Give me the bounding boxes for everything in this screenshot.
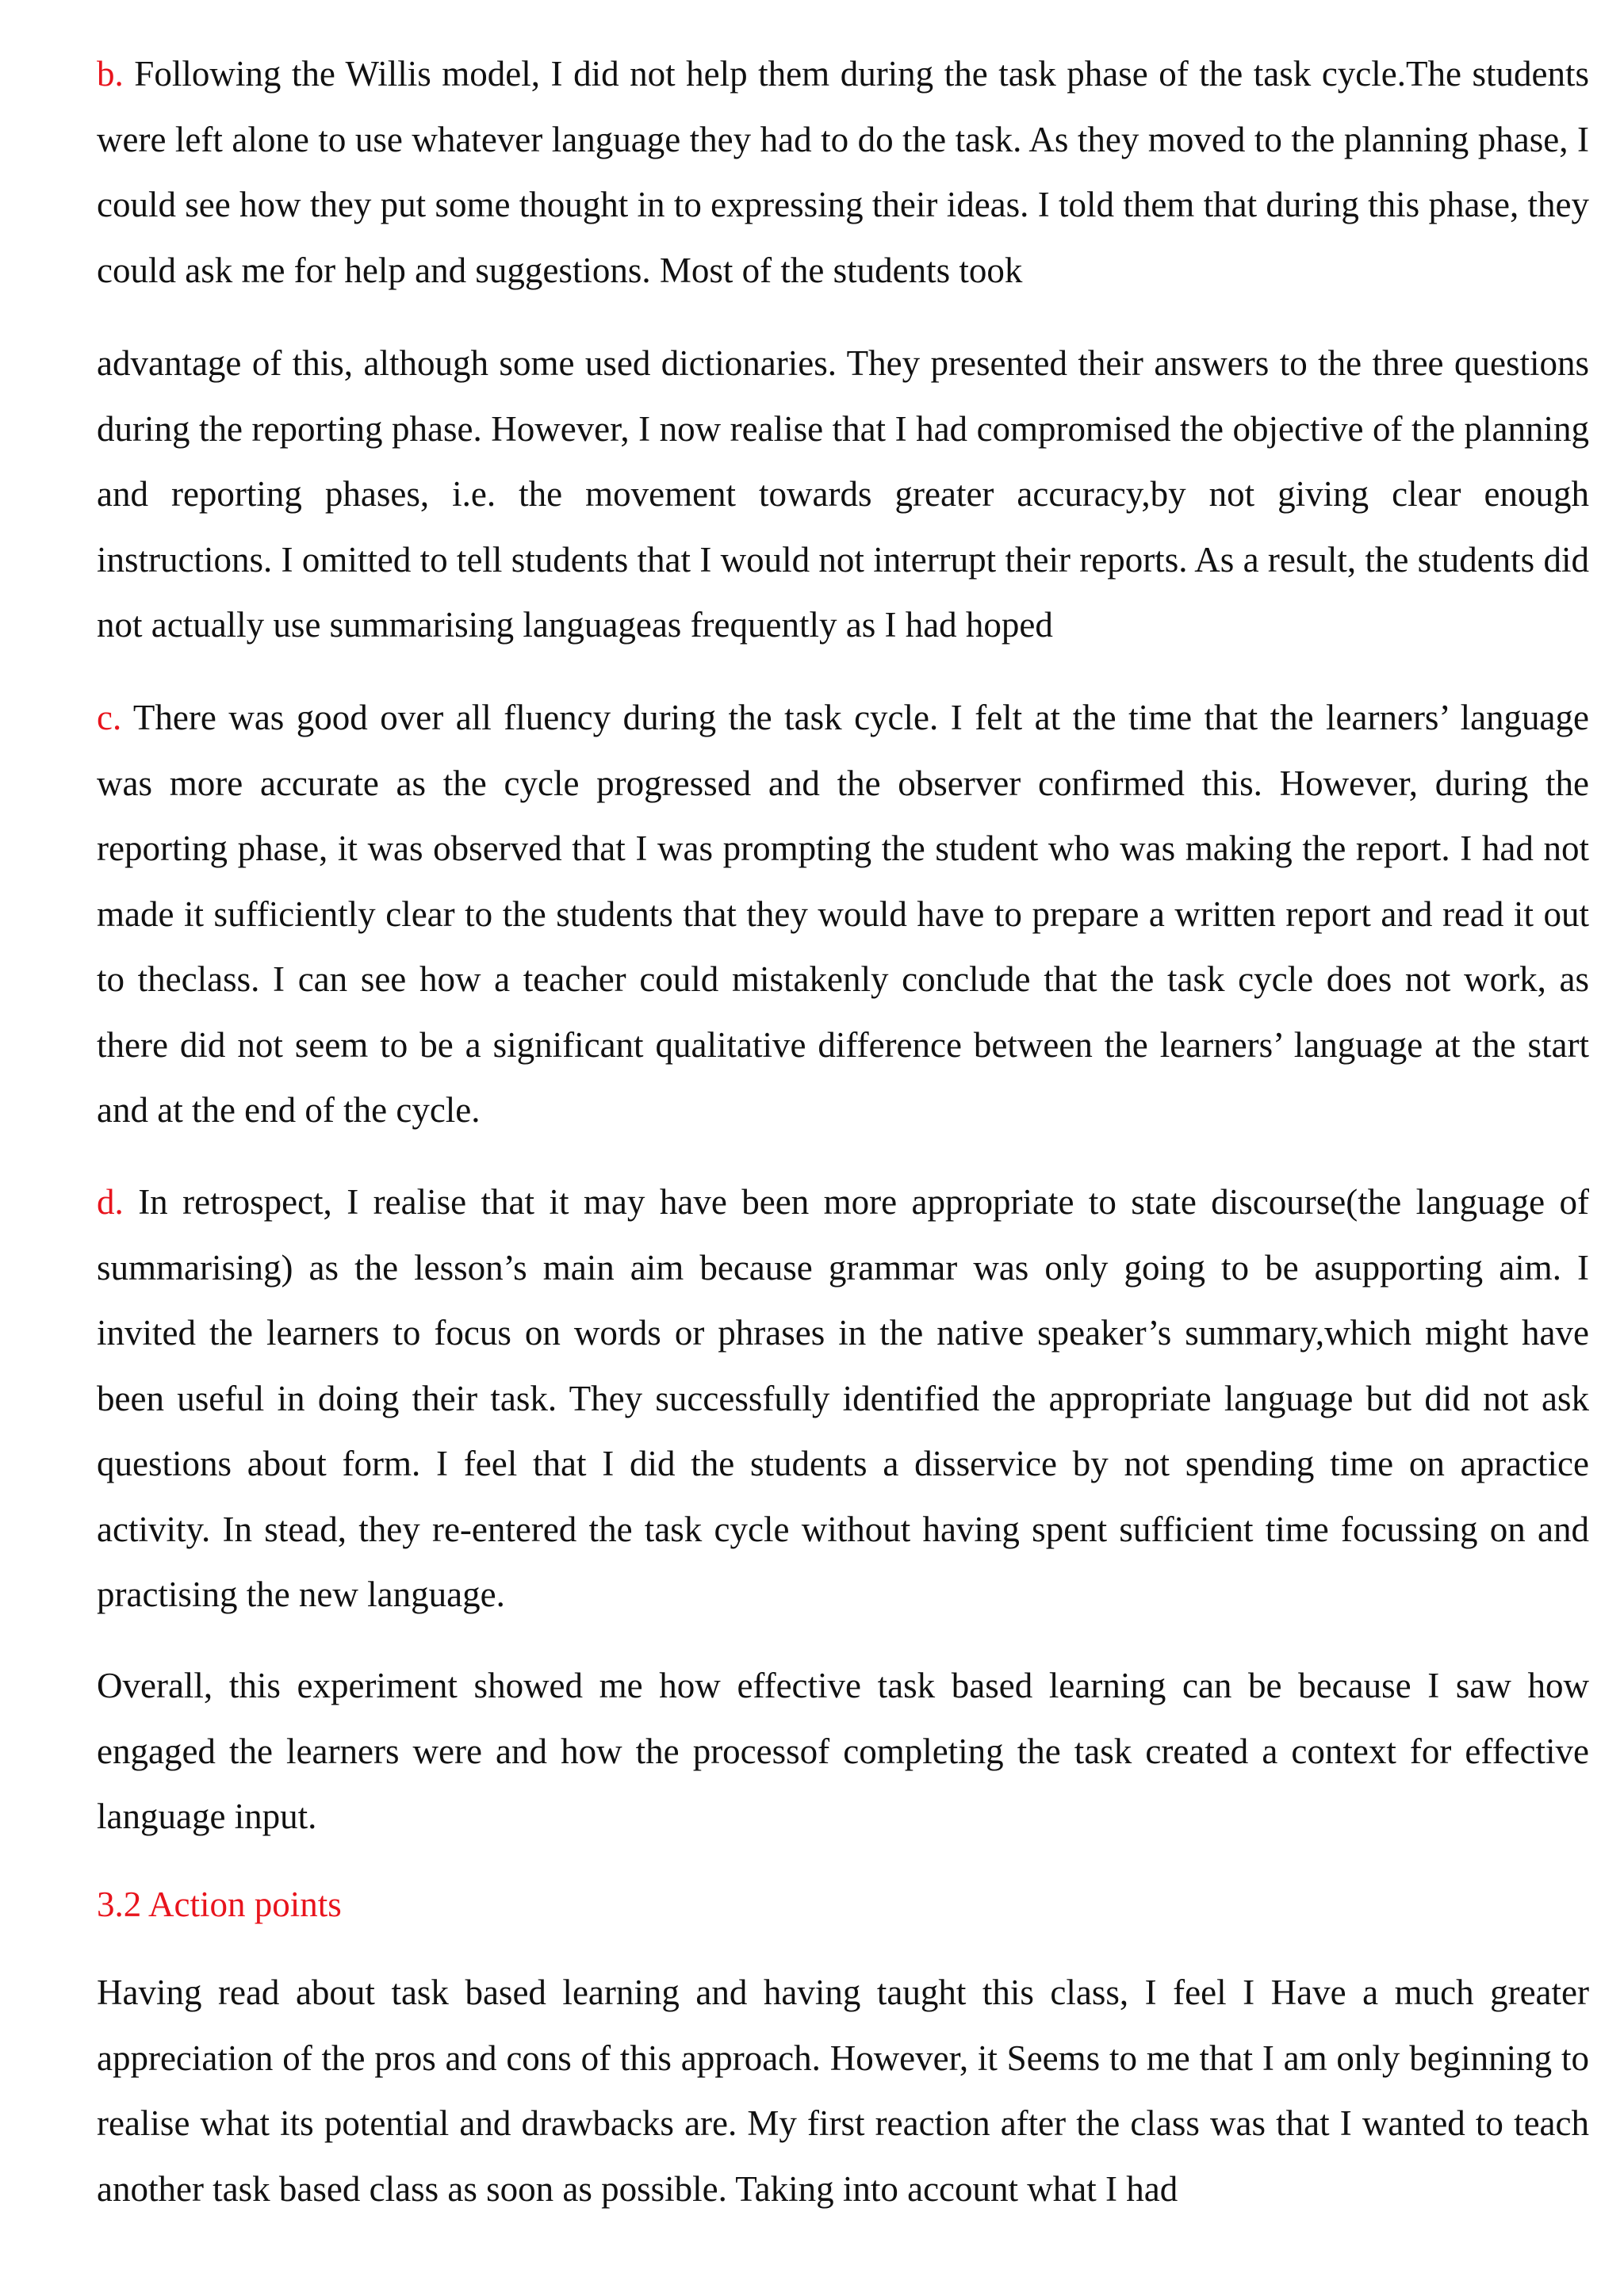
paragraph-c-text: There was good over all fluency during the task cycle. I felt at the time that the learners’ language was more accurate as the cycle progressed and the observer confirmed this. However, during the reporting phase, it was observed that I was prompting the student who was making the report. I had not made it sufficiently clear to the students that they would have to prepare a written report and read it out to theclass. I can see how a teacher could mistakenly conclude that the task cycle does not work, as there did not seem to be a significant qualitative difference between the learners’ language at the start and at the end of the cycle.	[97, 698, 1589, 1130]
paragraph-b-part2	[97, 331, 1589, 658]
paragraph-action-points-text: Having read about task based learning and having taught this class, I feel I Have a much greater appreciation of the pros and cons of this approach. However, it Seems to me that I am only beginning to realise what its potential and drawbacks are. My first reaction after the class was that I wanted to teach another task based class as soon as possible. Taking into account what I had	[97, 1973, 1589, 2209]
paragraph-overall	[97, 1653, 1589, 1850]
list-marker-d: d.	[97, 1182, 124, 1222]
paragraph-d	[97, 1169, 1589, 1628]
paragraph-b-part1-text: Following the Willis model, I did not help them during the task phase of the task cycle.The students were left alone to use whatever language they had to do the task. As they moved to the planning phase, I could see how they put some thought in to expressing their ideas. I told them that during this phase, they could ask me for help and suggestions. Most of the students took	[97, 54, 1589, 290]
paragraph-b-part1	[97, 41, 1589, 303]
paragraph-action-points	[97, 1960, 1589, 2221]
list-marker-b: b.	[97, 54, 124, 94]
paragraph-b-part2-text: advantage of this, although some used dictionaries. They presented their answers to the three questions during the reporting phase. However, I now realise that I had compromised the objective of the planning and reporting phases, i.e. the movement towards greater accuracy,by not giving clear enough instructions. I omitted to tell students that I would not interrupt their reports. As a result, the students did not actually use summarising languageas frequently as I had hoped	[97, 343, 1589, 645]
paragraph-c	[97, 685, 1589, 1143]
paragraph-d-text: In retrospect, I realise that it may have been more appropriate to state discourse(the language of summarising) as the lesson’s main aim because grammar was only going to be asupporting aim. I invited the learners to focus on words or phrases in the native speaker’s summary,which might have been useful in doing their task. They successfully identified the appropriate language but did not ask questions about form. I feel that I did the students a disservice by not spending time on apractice activity. In stead, they re-entered the task cycle without having spent sufficient time focussing on and practising the new language.	[97, 1182, 1589, 1614]
list-marker-c: c.	[97, 698, 122, 737]
section-heading-action-points: 3.2 Action points	[97, 1885, 342, 1924]
paragraph-overall-text: Overall, this experiment showed me how effective task based learning can be because I saw how engaged the learners were and how the processof completing the task created a context for effective language input.	[97, 1666, 1589, 1836]
